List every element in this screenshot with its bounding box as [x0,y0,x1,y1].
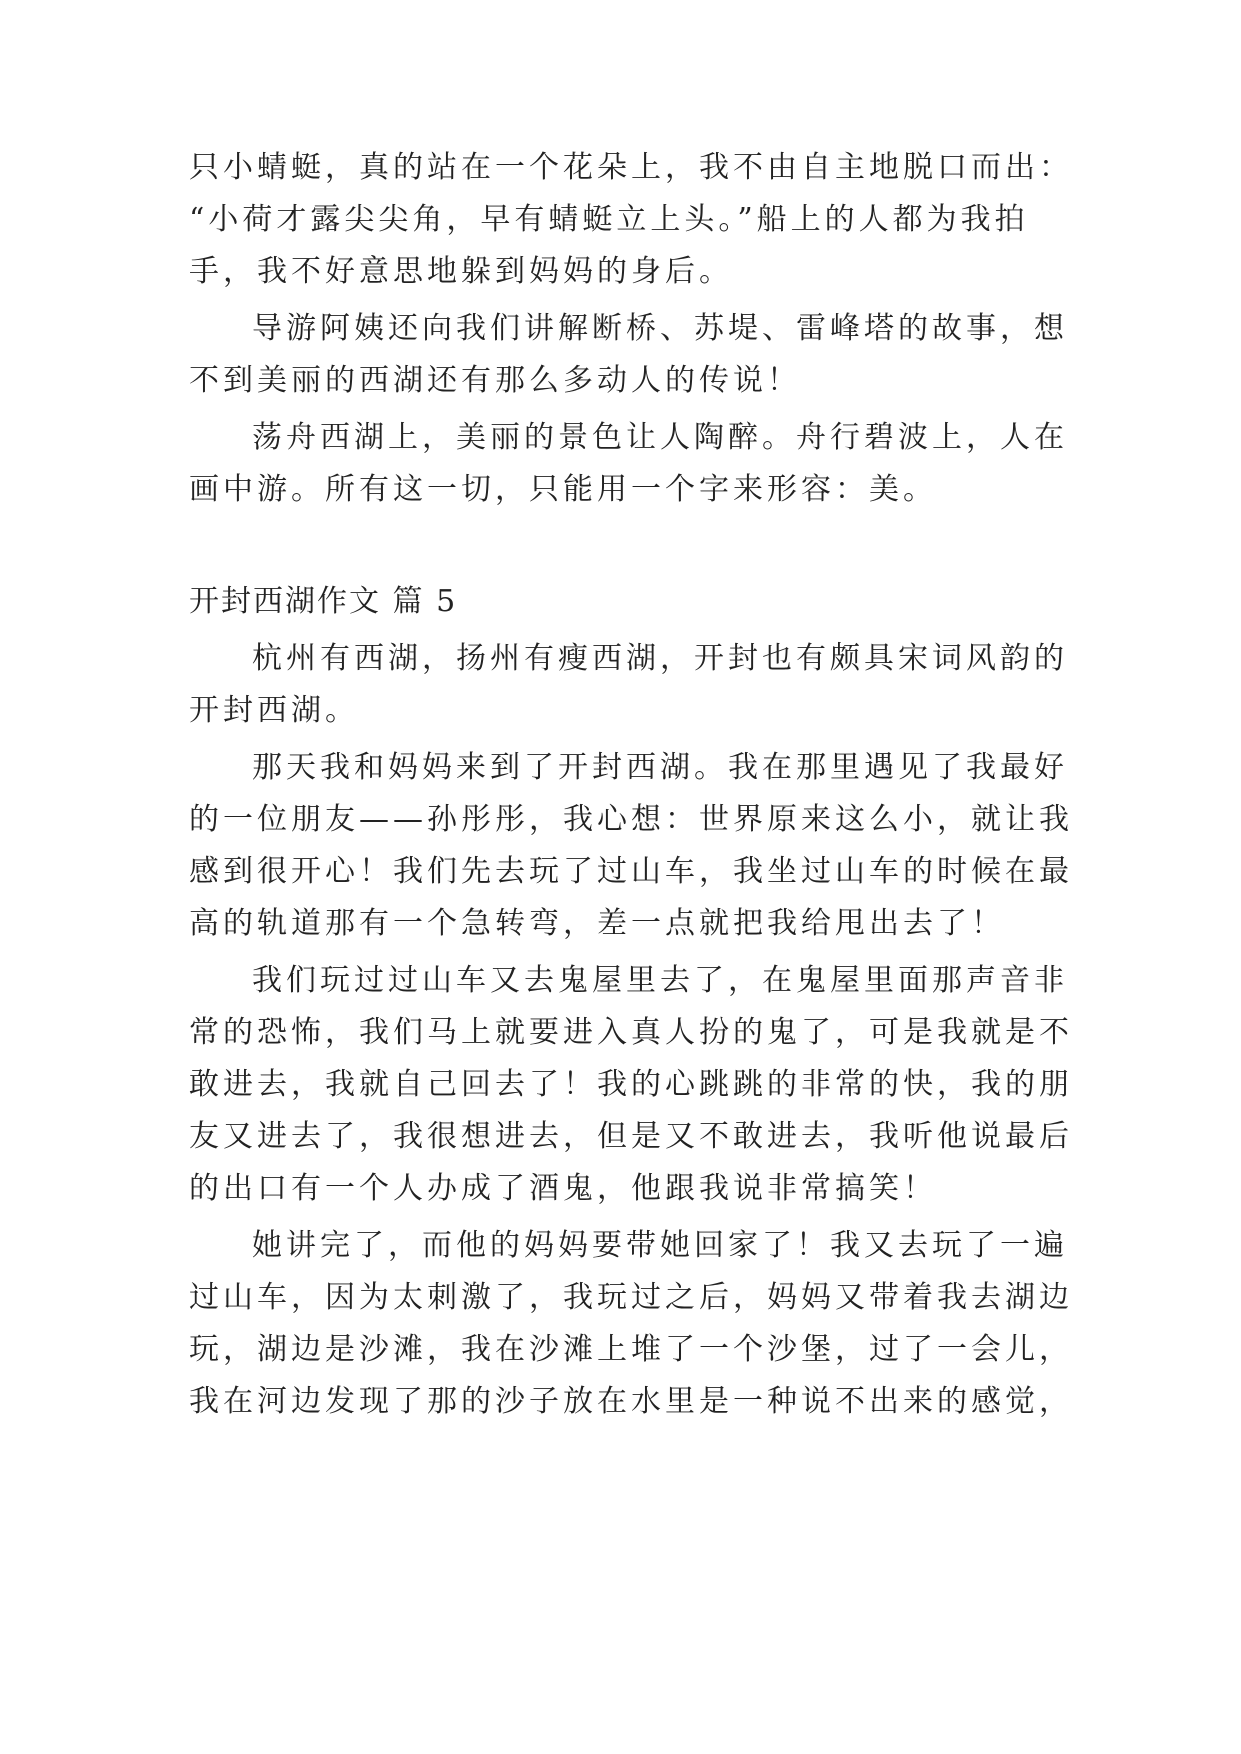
text-line: 我在河边发现了那的沙子放在水里是一种说不出来的感觉， [189,1384,1073,1419]
paragraph-first-line: 荡舟西湖上，美丽的景色让人陶醉。舟行碧波上，人在 [252,420,1068,455]
paragraph-first-line: 那天我和妈妈来到了开封西湖。我在那里遇见了我最好 [252,750,1068,785]
text-line: 过山车，因为太刺激了，我玩过之后，妈妈又带着我去湖边 [189,1280,1073,1315]
text-line: 的一位朋友——孙彤彤，我心想：世界原来这么小，就让我 [189,802,1073,837]
text-line: 不到美丽的西湖还有那么多动人的传说！ [189,363,801,398]
paragraph-first-line: 她讲完了，而他的妈妈要带她回家了！我又去玩了一遍 [252,1228,1068,1263]
text-line: 的出口有一个人办成了酒鬼，他跟我说非常搞笑！ [189,1171,937,1206]
text-line: 只小蜻蜓，真的站在一个花朵上，我不由自主地脱口而出： [189,150,1073,185]
text-line: 敢进去，我就自己回去了！我的心跳跳的非常的快，我的朋 [189,1067,1073,1102]
paragraph-first-line: 杭州有西湖，扬州有瘦西湖，开封也有颇具宋词风韵的 [252,641,1068,676]
text-line: 感到很开心！我们先去玩了过山车，我坐过山车的时候在最 [189,854,1073,889]
section-title: 开封西湖作文 篇 5 [189,584,458,619]
text-line: “小荷才露尖尖角，早有蜻蜓立上头。”船上的人都为我拍 [189,202,1029,237]
paragraph-first-line: 我们玩过过山车又去鬼屋里去了，在鬼屋里面那声音非 [252,963,1068,998]
paragraph-first-line: 导游阿姨还向我们讲解断桥、苏堤、雷峰塔的故事，想 [252,311,1068,346]
text-line: 开封西湖。 [189,693,359,728]
text-line: 画中游。所有这一切，只能用一个字来形容：美。 [189,472,937,507]
text-line: 高的轨道那有一个急转弯，差一点就把我给甩出去了！ [189,906,1005,941]
text-line: 常的恐怖，我们马上就要进入真人扮的鬼了，可是我就是不 [189,1015,1073,1050]
text-line: 友又进去了，我很想进去，但是又不敢进去，我听他说最后 [189,1119,1073,1154]
text-line: 手，我不好意思地躲到妈妈的身后。 [189,254,733,289]
text-line: 玩，湖边是沙滩，我在沙滩上堆了一个沙堡，过了一会儿， [189,1332,1073,1367]
